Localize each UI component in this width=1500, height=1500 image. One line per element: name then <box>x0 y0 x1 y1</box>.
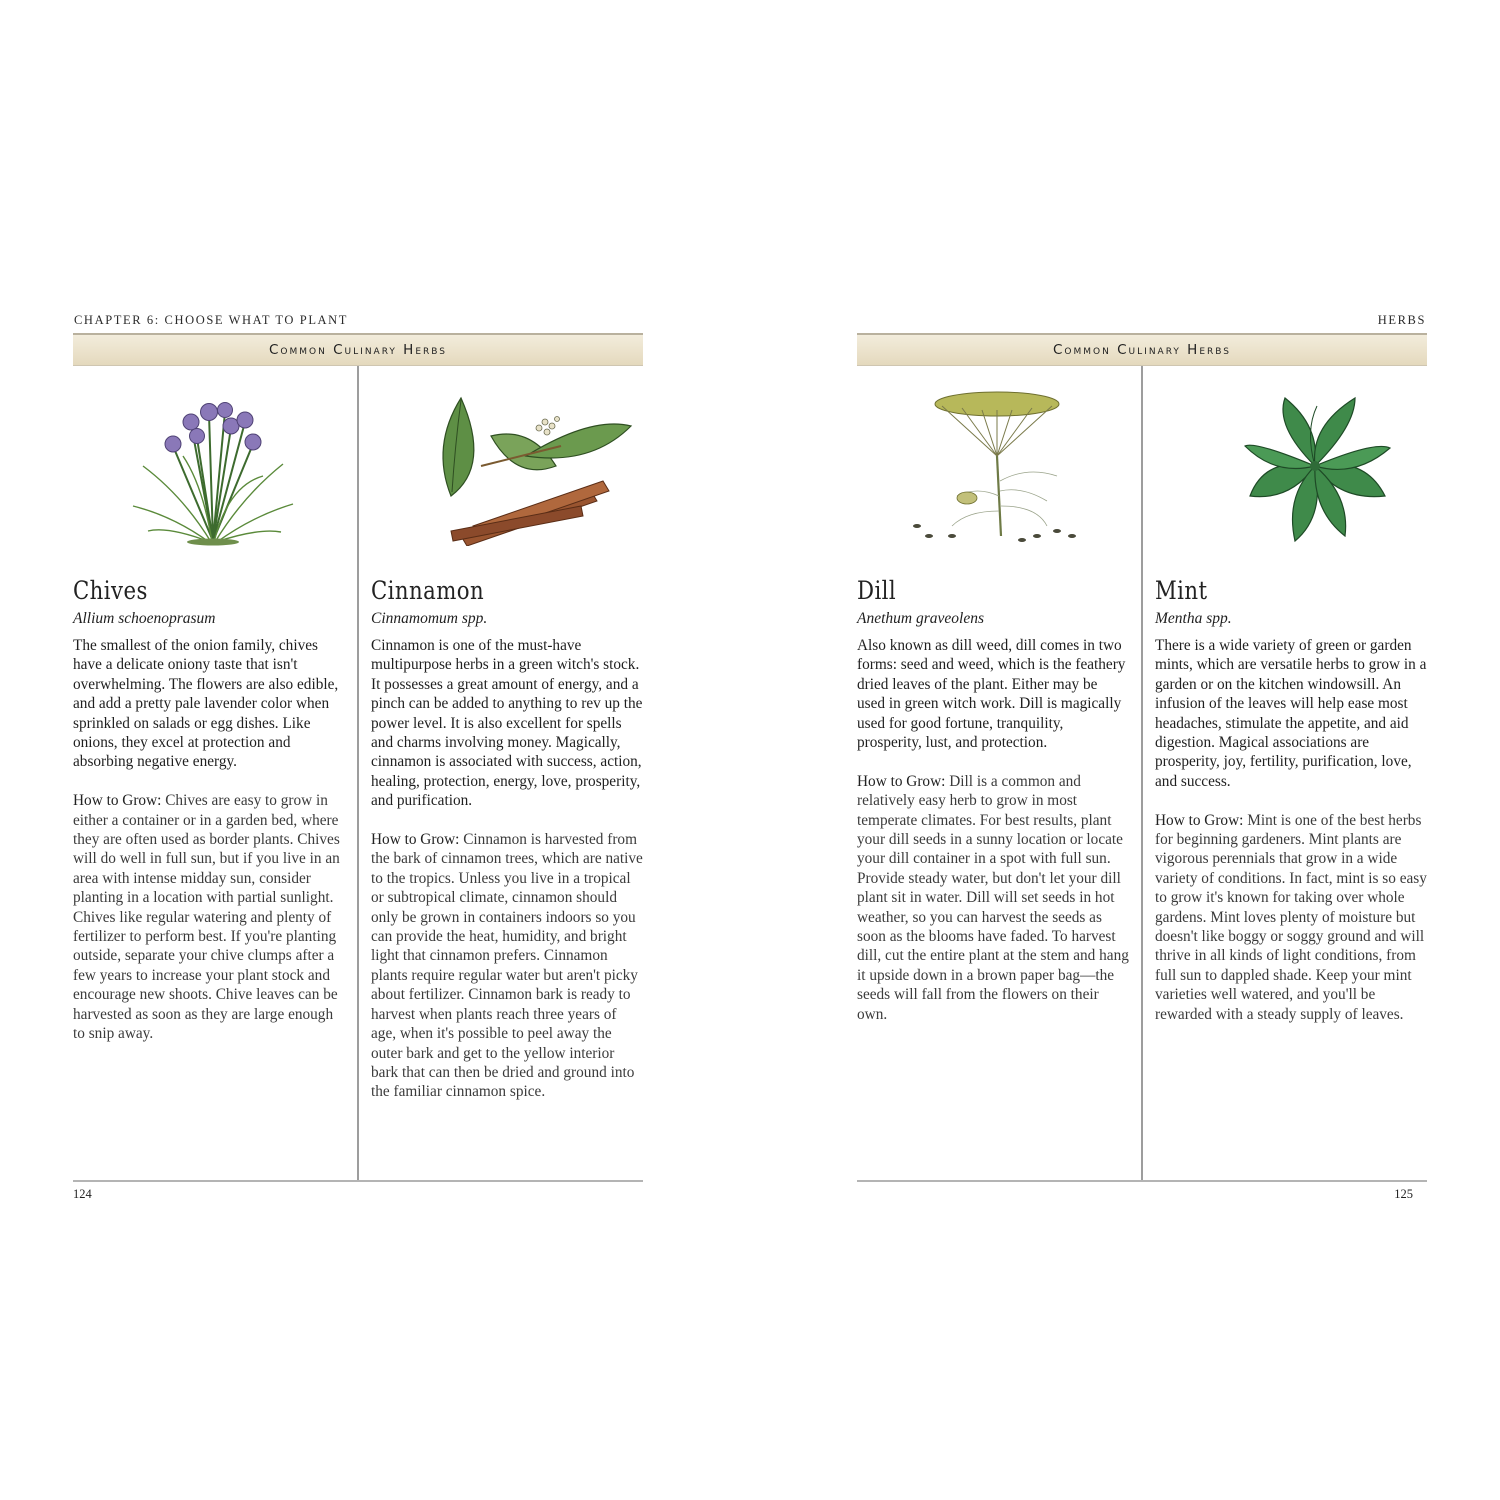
herb-description: Cinnamon is one of the must-have multipurpose herbs in a green witch's stock. It possesses a great amount of energy, and a pinch can be added to anything to rev up the power level. It is also excellent for spells and charms involving money. Magically, cinnamon is associated with success, action, healing, protection, energy, love, prosperity, and purification. <box>371 637 643 810</box>
banner-title: Common Culinary Herbs <box>268 342 447 358</box>
section-banner <box>73 333 643 366</box>
column-divider <box>1141 366 1143 1181</box>
herb-description: There is a wide variety of green or garden mints, which are versatile herbs to grow in a garden or on the kitchen windowsill. An infusion of the leaves will help ease most headaches, stimulate the appetite, and aid digestion. Magical associations are prosperity, joy, fertility, purification, love, and success. <box>1155 637 1427 790</box>
latin-name: Anethum graveolens <box>857 610 984 627</box>
herb-body <box>371 636 643 1121</box>
left-page <box>73 300 643 1220</box>
how-to-grow-label: How to Grow: <box>371 831 460 849</box>
right-page <box>857 300 1427 1220</box>
herb-body <box>1155 636 1427 1044</box>
page-number: 125 <box>1394 1187 1413 1201</box>
herb-title: Mint <box>1155 576 1208 605</box>
how-to-grow <box>857 772 1129 1024</box>
how-to-grow-label: How to Grow: <box>73 792 162 810</box>
page-number: 124 <box>73 1187 92 1201</box>
how-to-grow-text: Mint is one of the best herbs for beginning gardeners. Mint plants are vigorous perennials that grow in a wide variety of conditions. In fact, mint is so easy to grow it's known for taking over whole gardens. Mint loves plenty of moisture but doesn't like boggy or soggy ground and will thrive in all kinds of light conditions, from full sun to dappled shade. Keep your mint varieties well watered, and you'll be rewarded with a steady supply of leaves. <box>1155 811 1427 1023</box>
cinnamon-sticks-icon <box>421 386 641 546</box>
herb-description: The smallest of the onion family, chives have a delicate oniony taste that isn't overwhelming. The flowers are also edible, and add a pretty pale lavender color when sprinkled on salads or egg dishes. Like onions, they excel at protection and absorbing negative energy. <box>73 637 339 771</box>
herb-body <box>73 636 345 1063</box>
running-head: CHAPTER 6: CHOOSE WHAT TO PLANT <box>74 313 349 327</box>
how-to-grow-text: Chives are easy to grow in either a container or in a garden bed, where they are often used as border plants. Chives will do well in full sun, but if you live in an area with intense midday sun, consider planting in a location with partial sunlight. Chives like regular watering and plenty of fertilizer to perform best. If you're planting outside, separate your chive clumps after a few years to increase your plant stock and encourage new shoots. Chive leaves can be harvested as soon as they are large enough to snip away. <box>73 792 340 1043</box>
column-divider <box>357 366 359 1181</box>
herb-title: Chives <box>73 576 148 605</box>
banner-title: Common Culinary Herbs <box>1052 342 1231 358</box>
herb-title: Dill <box>857 576 897 605</box>
latin-name: Cinnamomum spp. <box>371 610 488 627</box>
how-to-grow-text: Cinnamon is harvested from the bark of cinnamon trees, which are native to the tropics. Unless you live in a tropical or subtropical climate, cinnamon should only be grown in containers indoors so you can provide the heat, humidity, and bright light that cinnamon prefers. Cinnamon plants require regular water but aren't picky about fertilizer. Cinnamon bark is ready to harvest when plants reach three years of age, when it's possible to peel away the outer bark and get to the yellow interior bark that can then be dried and ground into the familiar cinnamon spice. <box>371 831 643 1101</box>
how-to-grow-label: How to Grow: <box>857 772 946 790</box>
chives-plant-icon <box>113 386 313 546</box>
herb-description: Also known as dill weed, dill comes in two forms: seed and weed, which is the feathery dried leaves of the plant. Either may be used in green witch work. Dill is magically used for good fortune, tranquility, prosperity, lust, and protection. <box>857 637 1126 752</box>
running-head: HERBS <box>1377 313 1426 327</box>
mint-leaves-icon <box>1205 386 1425 546</box>
latin-name: Allium schoenoprasum <box>73 610 216 627</box>
how-to-grow-label: How to Grow: <box>1155 811 1244 829</box>
dill-plant-icon <box>897 386 1097 546</box>
latin-name: Mentha spp. <box>1155 610 1232 627</box>
bottom-rule <box>857 1180 1427 1182</box>
bottom-rule <box>73 1180 643 1182</box>
herb-body <box>857 636 1129 1044</box>
herb-title: Cinnamon <box>371 576 485 605</box>
how-to-grow <box>371 830 643 1102</box>
how-to-grow <box>1155 811 1427 1024</box>
section-banner <box>857 333 1427 366</box>
how-to-grow <box>73 791 345 1043</box>
how-to-grow-text: Dill is a common and relatively easy herb to grow in most temperate climates. For best results, plant your dill seeds in a sunny location or locate your dill container in a spot with full sun. Provide steady water, but don't let your dill plant sit in water. Dill will set seeds in hot weather, so you can harvest the seeds as soon as the blooms have faded. To harvest dill, cut the entire plant at the stem and hang it upside down in a brown paper bag—the seeds will fall from the flowers on their own. <box>857 772 1129 1023</box>
